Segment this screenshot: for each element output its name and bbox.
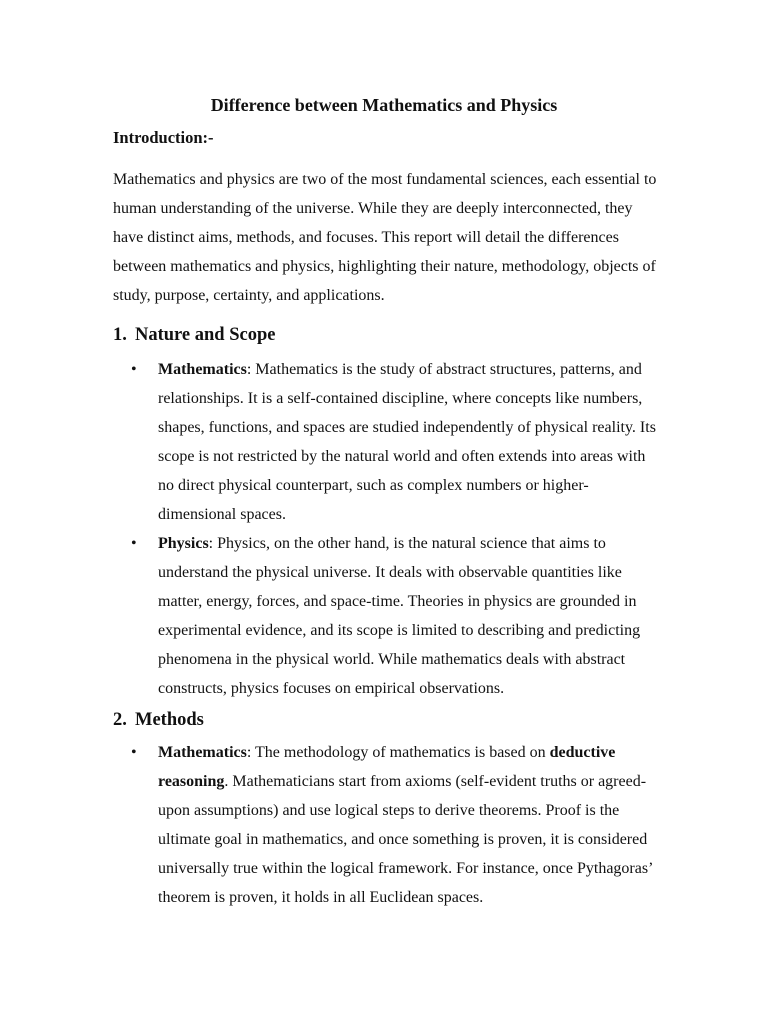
section-number: 1. [113,325,127,345]
bullet-text: : Mathematics is the study of abstract structures, patterns, and relationships. It is a self-contained discipline, where concepts like numbers, shapes, functions, and spaces are studied independently of physical reality. Its scope is not restricted by the natural world and often extends into areas with no direct physical counterpart, such as complex numbers or higher-dimensional spaces. [158,361,656,523]
section-heading-methods [113,707,204,733]
list-item [113,355,658,529]
bullet-text: . Mathematicians start from axioms (self-evident truths or agreed-upon assumptions) and use logical steps to derive theorems. Proof is the ultimate goal in mathematics, and once something is proven, it is considered universally true within the logical framework. For instance, once Pythagoras’ theorem is proven, it holds in all Euclidean spaces. [158,773,653,906]
section-1-bullet-list [113,355,658,703]
bullet-text: : The methodology of mathematics is based on [246,744,550,761]
section-title: Nature and Scope [135,325,276,345]
section-heading-nature-and-scope [113,322,275,348]
bullet-icon: • [131,361,137,378]
section-number: 2. [113,710,127,730]
bullet-icon: • [131,535,137,552]
section-2-bullet-list [113,738,658,912]
bullet-text: : Physics, on the other hand, is the natural science that aims to understand the physical universe. It deals with observable quantities like matter, energy, forces, and space-time. Theories in physics are grounded in experimental evidence, and its scope is limited to describing and predicting phenomena in the physical world. While mathematics deals with abstract constructs, physics focuses on empirical observations. [158,535,641,697]
bullet-icon: • [131,744,137,761]
introduction-heading: Introduction:- [113,128,214,147]
list-item [113,529,658,703]
bullet-term: Mathematics [158,361,247,378]
section-title: Methods [135,710,204,730]
bullet-term: Mathematics [158,744,247,761]
document-title: Difference between Mathematics and Physics [210,95,558,115]
bullet-emphasis: deductive reasoning [158,744,616,790]
introduction-paragraph: Mathematics and physics are two of the most fundamental sciences, each essential to human understanding of the universe. While they are deeply interconnected, they have distinct aims, methods, and focuses. This report will detail the differences between mathematics and physics, highlighting their nature, methodology, objects of study, purpose, certainty, and applications. [113,171,657,304]
bullet-term: Physics [158,535,209,552]
list-item [113,738,658,912]
